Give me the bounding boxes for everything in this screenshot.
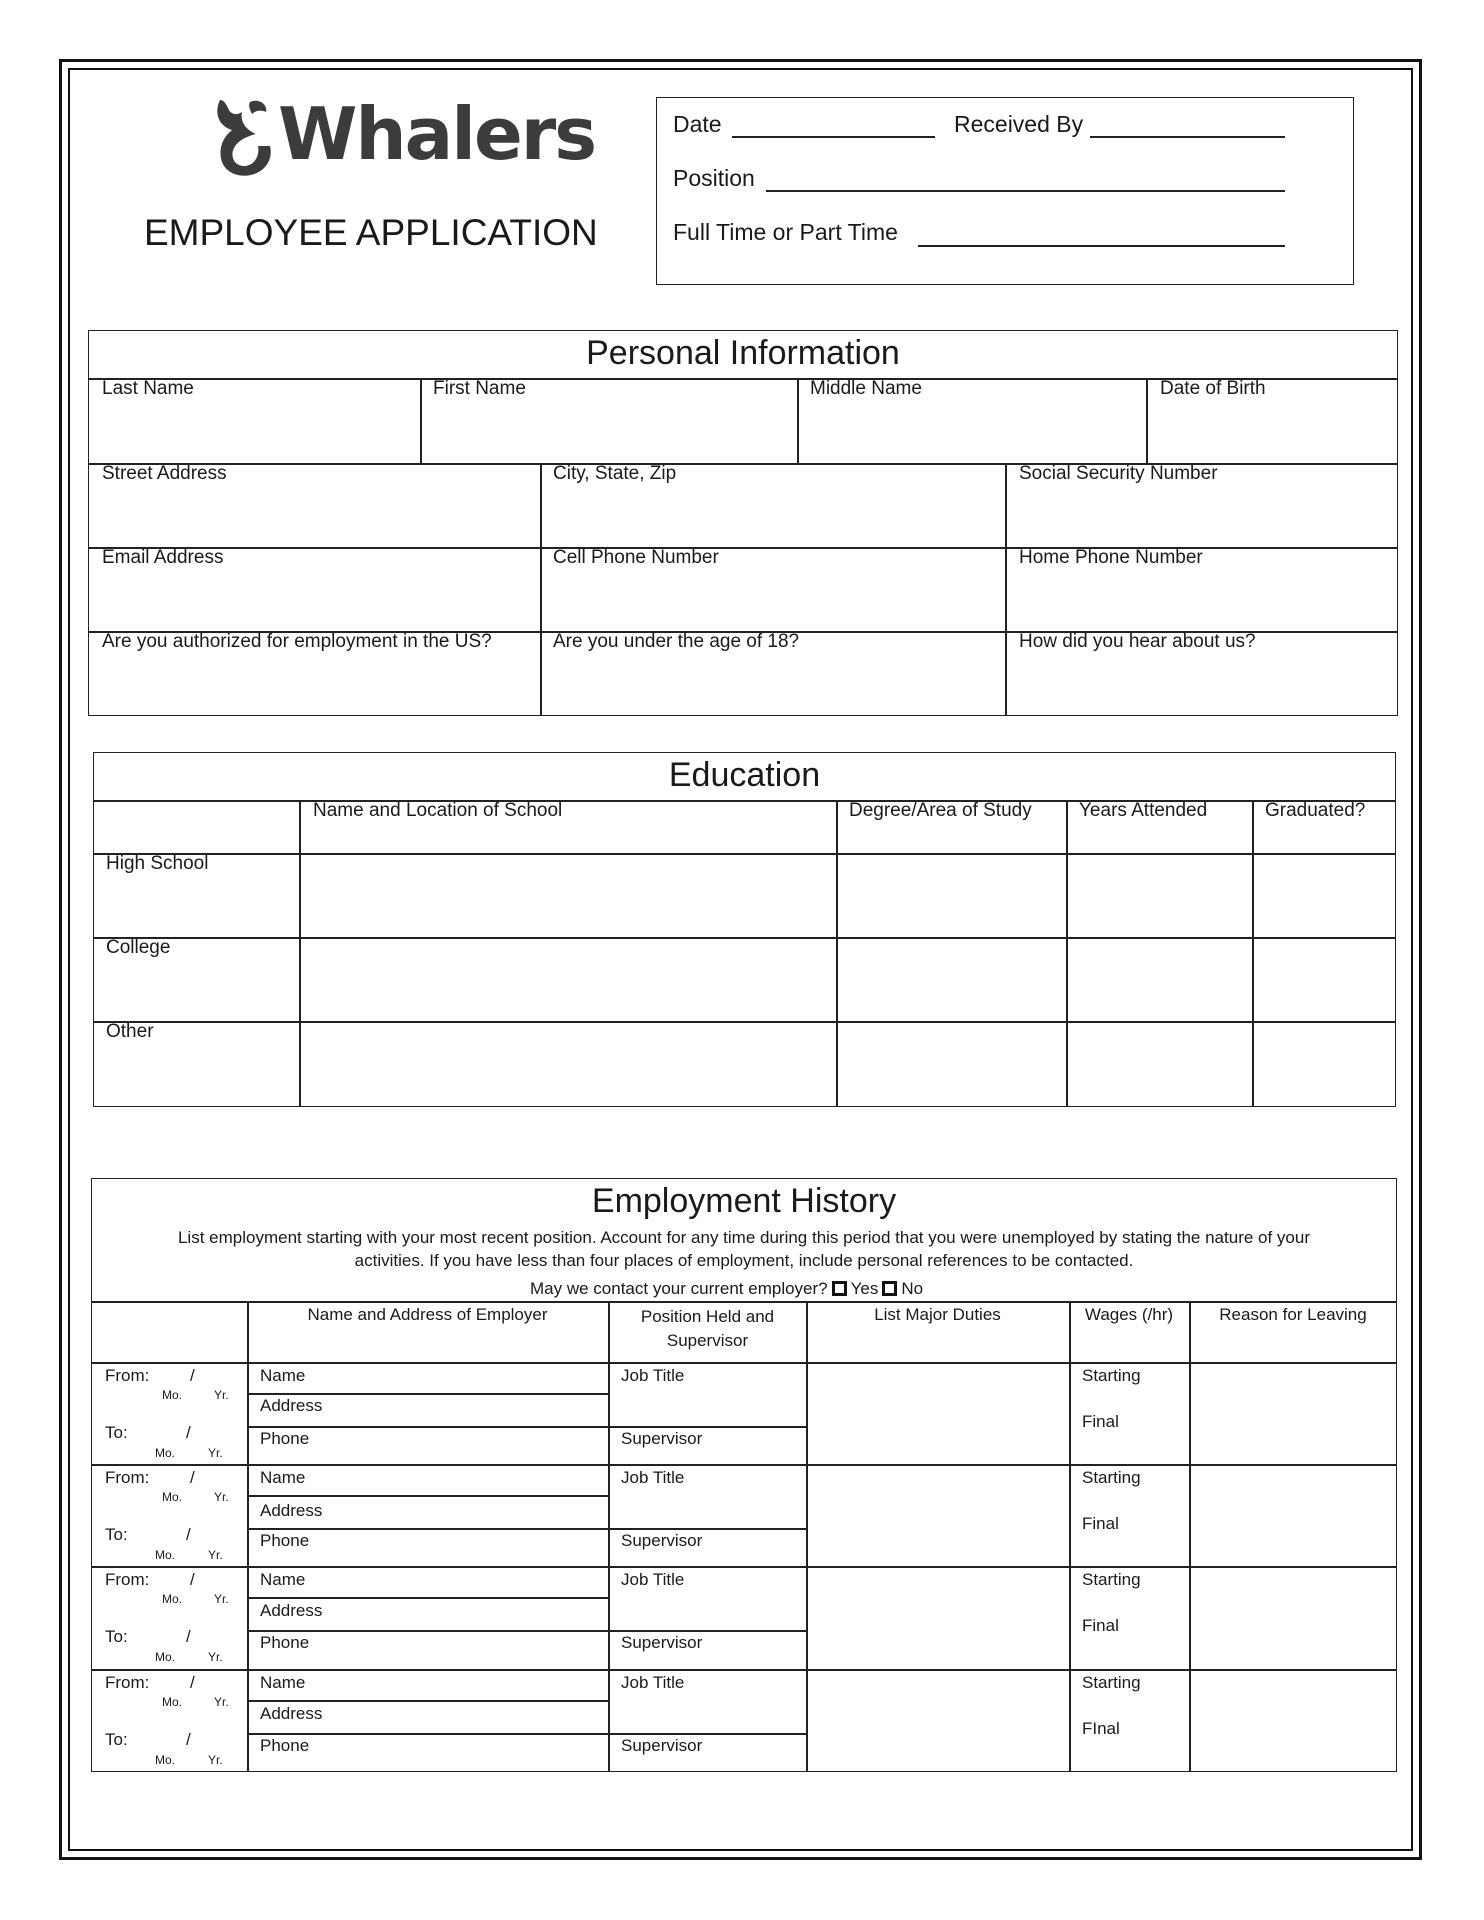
position-field[interactable] — [766, 190, 1285, 192]
logo-wordmark: Whalers — [278, 92, 596, 176]
emp2-from-slash: / — [190, 1468, 195, 1487]
emp4-final-wage[interactable]: FInal — [1082, 1719, 1120, 1738]
emp3-to-slash: / — [186, 1627, 191, 1646]
emp3-address-field[interactable]: Address — [260, 1601, 323, 1620]
employment-title: Employment History — [591, 1182, 897, 1220]
emp3-starting-wage[interactable]: Starting — [1082, 1570, 1141, 1589]
no-label: No — [901, 1279, 924, 1298]
emp3-job-title-field[interactable]: Job Title — [621, 1570, 685, 1589]
emp1-job-title-field[interactable]: Job Title — [621, 1366, 685, 1385]
emp2-to-mo: Mo. — [155, 1548, 176, 1562]
emp1-supervisor-field[interactable]: Supervisor — [621, 1429, 703, 1448]
edu-header-years: Years Attended — [1079, 800, 1208, 821]
emp3-from-slash: / — [190, 1570, 195, 1589]
emp1-to-label: To: — [105, 1423, 128, 1442]
emp4-starting-wage[interactable]: Starting — [1082, 1673, 1141, 1692]
emp2-phone-field[interactable]: Phone — [260, 1531, 310, 1550]
emp1-to-yr: Yr. — [208, 1446, 223, 1460]
emp2-name-field[interactable]: Name — [260, 1468, 306, 1487]
education-title: Education — [668, 756, 821, 794]
emp3-from-yr: Yr. — [214, 1592, 229, 1606]
emp1-final-wage[interactable]: Final — [1082, 1412, 1119, 1431]
emp2-starting-wage[interactable]: Starting — [1082, 1468, 1141, 1487]
ssn-field[interactable]: Social Security Number — [1019, 463, 1218, 484]
no-checkbox[interactable] — [882, 1281, 897, 1296]
employment-instructions-1: List employment starting with your most recent position. Account for any time during this period that you were unemployed by stating the nature of your — [177, 1228, 1311, 1247]
dob-field[interactable]: Date of Birth — [1160, 378, 1266, 399]
emp2-from-mo: Mo. — [162, 1490, 183, 1504]
emp2-final-wage[interactable]: Final — [1082, 1514, 1119, 1533]
emp3-to-yr: Yr. — [208, 1650, 223, 1664]
emp3-from-mo: Mo. — [162, 1592, 183, 1606]
emp4-from-yr: Yr. — [214, 1695, 229, 1709]
emp4-from-slash: / — [190, 1673, 195, 1692]
emp3-supervisor-field[interactable]: Supervisor — [621, 1633, 703, 1652]
emp2-job-title-field[interactable]: Job Title — [621, 1468, 685, 1487]
emp1-from-slash: / — [190, 1366, 195, 1385]
emp1-to-mo: Mo. — [155, 1446, 176, 1460]
personal-info-title: Personal Information — [586, 334, 900, 372]
emp2-to-slash: / — [186, 1525, 191, 1544]
contact-employer-row — [530, 1279, 923, 1299]
under-18-field[interactable]: Are you under the age of 18? — [553, 631, 800, 652]
emp-header-position: Position Held and Supervisor — [640, 1307, 775, 1350]
time-type-label: Full Time or Part Time — [673, 219, 898, 245]
employment-instructions-2: activities. If you have less than four places of employment, include personal references to be contacted. — [354, 1251, 1134, 1270]
emp2-from-yr: Yr. — [214, 1490, 229, 1504]
emp4-from-label: From: — [105, 1673, 150, 1692]
received-by-field[interactable] — [1090, 136, 1285, 138]
yes-label: Yes — [850, 1279, 879, 1298]
received-by-label: Received By — [954, 111, 1084, 137]
emp4-name-field[interactable]: Name — [260, 1673, 306, 1692]
street-address-field[interactable]: Street Address — [102, 463, 227, 484]
emp4-supervisor-field[interactable]: Supervisor — [621, 1736, 703, 1755]
emp3-to-mo: Mo. — [155, 1650, 176, 1664]
emp1-starting-wage[interactable]: Starting — [1082, 1366, 1141, 1385]
emp1-phone-field[interactable]: Phone — [260, 1429, 310, 1448]
emp-header-reason: Reason for Leaving — [1219, 1305, 1367, 1324]
position-label: Position — [673, 165, 755, 191]
emp4-to-label: To: — [105, 1730, 128, 1749]
emp2-supervisor-field[interactable]: Supervisor — [621, 1531, 703, 1550]
edu-header-degree: Degree/Area of Study — [849, 800, 1032, 821]
date-label: Date — [673, 111, 722, 137]
emp3-final-wage[interactable]: Final — [1082, 1616, 1119, 1635]
emp3-to-label: To: — [105, 1627, 128, 1646]
emp2-address-field[interactable]: Address — [260, 1501, 323, 1520]
emp4-phone-field[interactable]: Phone — [260, 1736, 310, 1755]
edu-header-graduated: Graduated? — [1265, 800, 1366, 821]
authorized-field[interactable]: Are you authorized for employment in the US? — [102, 631, 492, 652]
emp4-job-title-field[interactable]: Job Title — [621, 1673, 685, 1692]
emp4-to-yr: Yr. — [208, 1753, 223, 1767]
email-field[interactable]: Email Address — [102, 547, 224, 568]
emp1-to-slash: / — [186, 1423, 191, 1442]
emp1-from-yr: Yr. — [214, 1388, 229, 1402]
edu-row-college[interactable]: College — [106, 937, 171, 958]
edu-header-school: Name and Location of School — [313, 800, 563, 821]
emp4-address-field[interactable]: Address — [260, 1704, 323, 1723]
time-type-field[interactable] — [918, 245, 1285, 247]
emp4-to-slash: / — [186, 1730, 191, 1749]
cell-phone-field[interactable]: Cell Phone Number — [553, 547, 719, 568]
emp3-phone-field[interactable]: Phone — [260, 1633, 310, 1652]
emp1-from-label: From: — [105, 1366, 150, 1385]
emp4-to-mo: Mo. — [155, 1753, 176, 1767]
last-name-field[interactable]: Last Name — [102, 378, 194, 399]
first-name-field[interactable]: First Name — [433, 378, 526, 399]
emp1-from-mo: Mo. — [162, 1388, 183, 1402]
emp2-to-yr: Yr. — [208, 1548, 223, 1562]
emp3-name-field[interactable]: Name — [260, 1570, 306, 1589]
city-state-zip-field[interactable]: City, State, Zip — [553, 463, 677, 484]
form-title: EMPLOYEE APPLICATION — [144, 212, 598, 253]
emp-header-employer: Name and Address of Employer — [307, 1305, 548, 1324]
emp1-address-field[interactable]: Address — [260, 1396, 323, 1415]
emp1-name-field[interactable]: Name — [260, 1366, 306, 1385]
contact-question: May we contact your current employer? — [530, 1279, 828, 1298]
emp4-from-mo: Mo. — [162, 1695, 183, 1709]
date-field[interactable] — [732, 136, 935, 138]
emp-header-duties: List Major Duties — [874, 1305, 1001, 1324]
emp2-to-label: To: — [105, 1525, 128, 1544]
referral-field[interactable]: How did you hear about us? — [1019, 631, 1256, 652]
middle-name-field[interactable]: Middle Name — [810, 378, 922, 399]
emp3-from-label: From: — [105, 1570, 150, 1589]
emp2-from-label: From: — [105, 1468, 150, 1487]
edu-row-high-school[interactable]: High School — [106, 853, 209, 874]
yes-checkbox[interactable] — [832, 1281, 847, 1296]
edu-row-other[interactable]: Other — [106, 1021, 154, 1042]
home-phone-field[interactable]: Home Phone Number — [1019, 547, 1203, 568]
emp-header-wages: Wages (/hr) — [1084, 1305, 1174, 1324]
